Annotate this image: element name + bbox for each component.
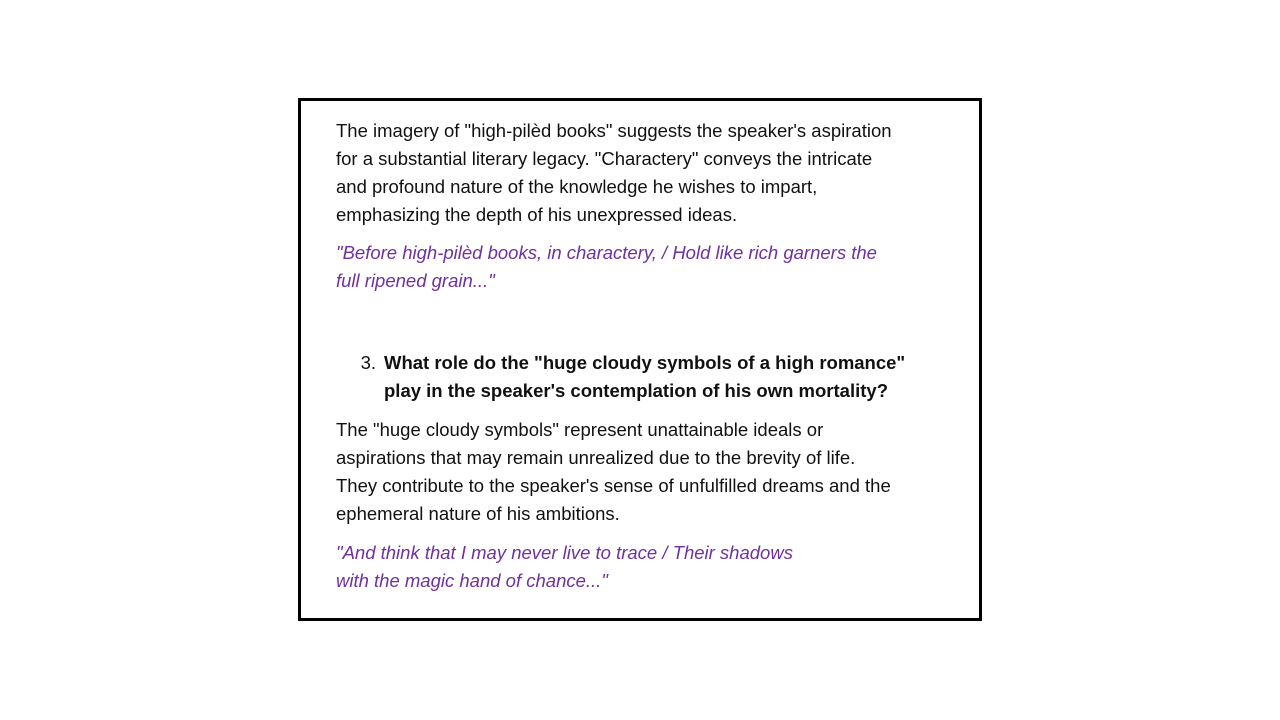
poem-quote-1: "Before high-pilèd books, in charactery, / Hold like rich garners the full ripened grain..." — [336, 242, 877, 291]
question-number: 3. — [360, 352, 376, 373]
poem-quote-2: "And think that I may never live to trace / Their shadows with the magic hand of chance..." — [336, 542, 793, 591]
question-item — [336, 349, 936, 405]
question-text: What role do the "huge cloudy symbols of a high romance" play in the speaker's contemplation of his own mortality? — [384, 352, 906, 401]
analysis-paragraph: The imagery of "high-pilèd books" suggests the speaker's aspiration for a substantial literary legacy. "Charactery" conveys the intricate and profound nature of the knowledge he wishes to impart, emphasizing the depth of his unexpressed ideas. — [336, 120, 892, 225]
slide-frame — [298, 98, 982, 621]
slide-content — [336, 117, 936, 595]
answer-paragraph: The "huge cloudy symbols" represent unattainable ideals or aspirations that may remain unrealized due to the brevity of life. They contribute to the speaker's sense of unfulfilled dreams and the ephemeral nature of his ambitions. — [336, 419, 891, 524]
